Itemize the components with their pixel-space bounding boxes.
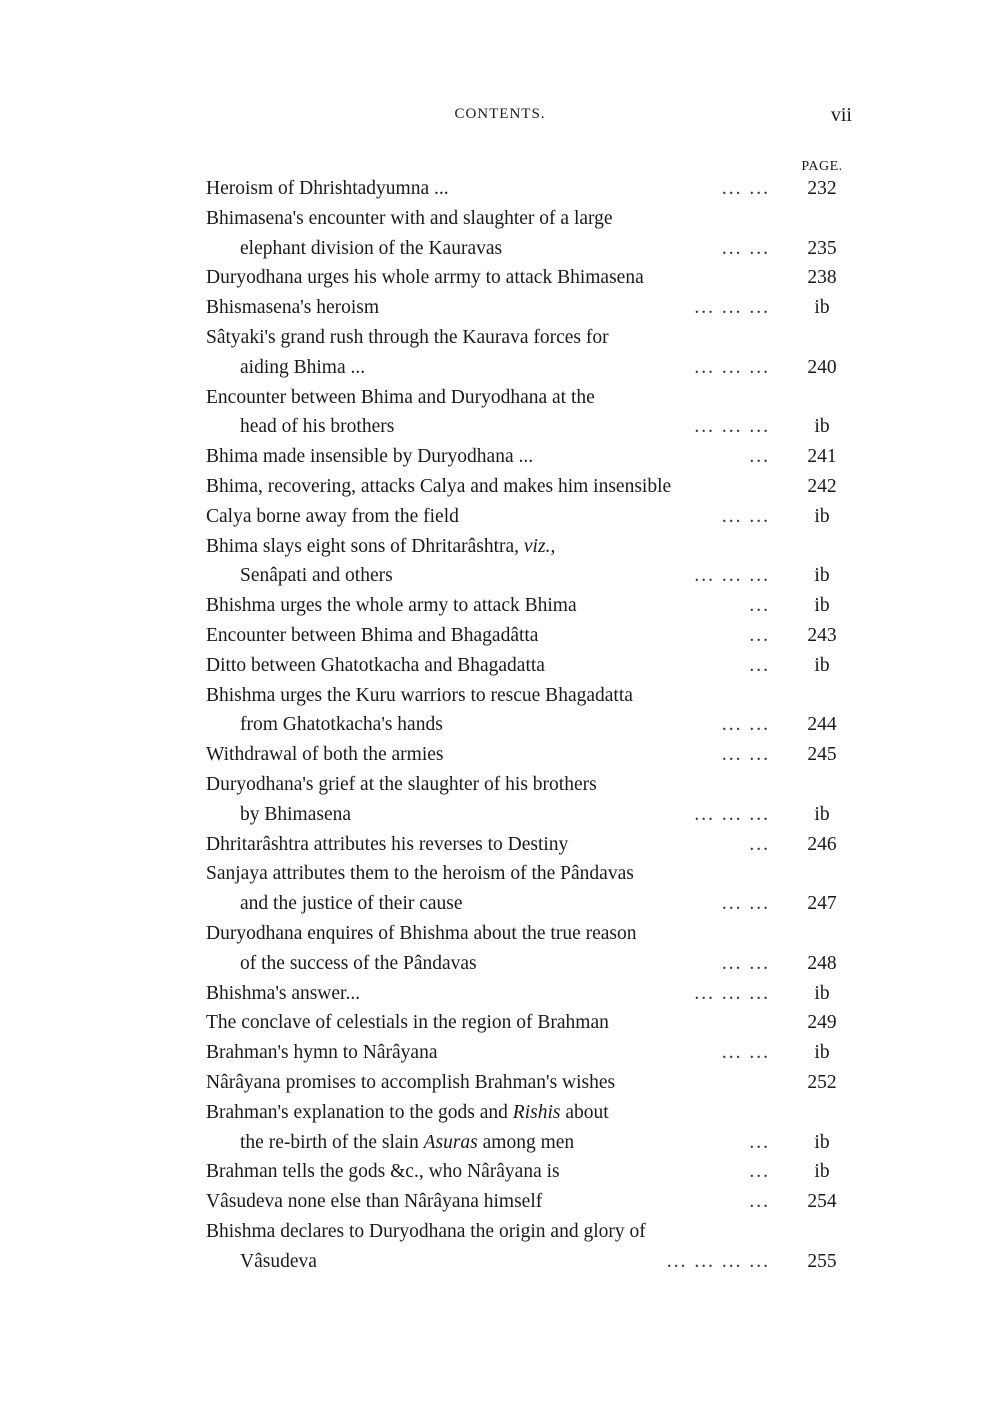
toc-leader-dots: ... xyxy=(749,446,770,468)
toc-leader-dots: ... ... xyxy=(721,178,770,199)
toc-page-ref: 242 xyxy=(807,475,837,497)
toc-leader-dots: ... ... xyxy=(721,893,770,915)
toc-entry-text: Calya borne away from the field xyxy=(206,505,459,527)
toc-line xyxy=(0,651,1000,681)
toc-entry-text: by Bhimasena xyxy=(240,803,352,825)
toc-page-ref: 245 xyxy=(807,744,837,766)
toc-page-ref: ib xyxy=(814,1131,830,1153)
toc-line xyxy=(0,710,1000,740)
toc-page-ref: 255 xyxy=(807,1250,837,1272)
toc-entry-text: Bhishma declares to Duryodhana the origin and glory of xyxy=(206,1220,646,1242)
table-of-contents xyxy=(0,174,1000,1276)
toc-leader-dots: ... ... ... xyxy=(694,416,770,438)
toc-entry-text: Brahman tells the gods &c., who Nârâyana is xyxy=(206,1161,560,1183)
toc-page-ref: 249 xyxy=(807,1012,837,1034)
toc-page-ref: 244 xyxy=(807,714,837,736)
toc-entry-text: Dhritarâshtra attributes his reverses to Destiny xyxy=(206,833,569,855)
toc-leader-dots: ... ... ... xyxy=(694,297,770,319)
toc-line xyxy=(0,502,1000,532)
toc-line xyxy=(0,293,1000,323)
toc-line xyxy=(0,353,1000,383)
toc-entry-text: of the success of the Pândavas xyxy=(240,952,477,974)
toc-entry-text: head of his brothers xyxy=(240,416,395,438)
toc-entry-italic: viz., xyxy=(523,535,556,557)
toc-entry-text: Encounter between Bhima and Bhagadâtta xyxy=(206,624,539,646)
toc-page-ref: ib xyxy=(814,982,830,1004)
toc-leader-dots: ... ... xyxy=(721,714,770,736)
toc-line xyxy=(0,532,1000,562)
toc-entry-text: Duryodhana urges his whole arrmy to attack Bhimasena xyxy=(206,267,644,289)
toc-entry-text: Duryodhana's grief at the slaughter of his brothers xyxy=(206,773,597,795)
toc-page-ref: 246 xyxy=(807,833,837,855)
toc-entry-text: aiding Bhima ... xyxy=(240,356,366,378)
toc-leader-dots: ... xyxy=(749,833,770,855)
toc-leader-dots: ... ... xyxy=(721,237,770,259)
toc-leader-dots: ... xyxy=(749,595,770,617)
toc-leader-dots: ... ... xyxy=(721,505,770,527)
toc-line xyxy=(0,830,1000,860)
toc-entry-text: Bhimasena's encounter with and slaughter of a large xyxy=(206,207,613,229)
toc-page-ref: 252 xyxy=(807,1071,837,1093)
toc-line xyxy=(0,1008,1000,1038)
toc-page-ref: ib xyxy=(814,595,830,617)
toc-entry-text: Sanjaya attributes them to the heroism of the Pândavas xyxy=(206,863,634,885)
toc-leader-dots: ... xyxy=(749,624,770,646)
toc-leader-dots: ... ... ... xyxy=(694,565,770,587)
toc-line xyxy=(0,472,1000,502)
toc-line xyxy=(0,174,1000,204)
toc-entry-text: Senâpati and others xyxy=(240,565,393,587)
toc-line xyxy=(0,740,1000,770)
toc-entry-text: Bhima slays eight sons of Dhritarâshtra, viz., xyxy=(206,535,556,557)
toc-entry-text: Bhishma urges the Kuru warriors to rescue Bhagadatta xyxy=(206,684,633,706)
toc-entry-text: and the justice of their cause xyxy=(240,893,463,915)
toc-entry-text: the re-birth of the slain Asuras among men xyxy=(240,1131,575,1153)
toc-page-ref: 240 xyxy=(807,356,837,378)
toc-page-ref: ib xyxy=(814,1042,830,1064)
toc-line xyxy=(0,1068,1000,1098)
toc-leader-dots: ... ... ... xyxy=(694,982,770,1004)
toc-entry-text: from Ghatotkacha's hands xyxy=(240,714,443,736)
toc-line xyxy=(0,263,1000,293)
toc-line xyxy=(0,889,1000,919)
toc-line xyxy=(0,412,1000,442)
toc-line xyxy=(0,859,1000,889)
toc-entry-text: Nârâyana promises to accomplish Brahman's wishes xyxy=(206,1071,616,1093)
toc-page-ref: 248 xyxy=(807,952,837,974)
toc-line xyxy=(0,919,1000,949)
running-header-title: CONTENTS. xyxy=(454,106,546,122)
toc-line xyxy=(0,383,1000,413)
toc-line xyxy=(0,949,1000,979)
toc-entry-text: The conclave of celestials in the region of Brahman xyxy=(206,1012,609,1034)
toc-line xyxy=(0,1098,1000,1128)
toc-page-ref: ib xyxy=(814,297,830,319)
toc-leader-dots: ... ... xyxy=(721,952,770,974)
toc-line xyxy=(0,323,1000,353)
toc-leader-dots: ... ... xyxy=(721,1042,770,1064)
toc-line xyxy=(0,1128,1000,1158)
toc-entry-text: Bhishma's answer... xyxy=(206,982,361,1004)
toc-entry-text: Bhima, recovering, attacks Calya and makes him insensible xyxy=(206,475,672,497)
toc-page-ref: ib xyxy=(814,1161,830,1183)
toc-entry-text: Bhima made insensible by Duryodhana ... xyxy=(206,446,534,468)
toc-page-ref: ib xyxy=(814,803,830,825)
toc-line xyxy=(0,621,1000,651)
toc-line xyxy=(0,561,1000,591)
toc-line xyxy=(0,591,1000,621)
toc-leader-dots: ... xyxy=(749,654,770,676)
toc-line xyxy=(0,204,1000,234)
toc-leader-dots: ... ... ... ... xyxy=(666,1250,770,1272)
toc-line xyxy=(0,442,1000,472)
toc-line xyxy=(0,979,1000,1009)
toc-line xyxy=(0,1217,1000,1247)
toc-entry-text: Bhismasena's heroism xyxy=(206,297,380,319)
toc-page-ref: 254 xyxy=(807,1191,837,1213)
toc-entry-text: Vâsudeva none else than Nârâyana himself xyxy=(206,1191,543,1213)
toc-page-ref: ib xyxy=(814,654,830,676)
toc-leader-dots: ... ... ... xyxy=(694,356,770,378)
toc-page-ref: 232 xyxy=(807,178,837,199)
toc-entry-text: Vâsudeva xyxy=(240,1250,317,1272)
toc-entry-text: Sâtyaki's grand rush through the Kaurava forces for xyxy=(206,326,609,348)
toc-entry-text: elephant division of the Kauravas xyxy=(240,237,503,259)
toc-page-ref: ib xyxy=(814,505,830,527)
toc-leader-dots: ... xyxy=(749,1131,770,1153)
toc-entry-text: Brahman's explanation to the gods and Rishis about xyxy=(206,1101,609,1123)
toc-line xyxy=(0,681,1000,711)
toc-entry-text: Withdrawal of both the armies xyxy=(206,744,444,766)
toc-line xyxy=(0,770,1000,800)
toc-entry-text: Ditto between Ghatotkacha and Bhagadatta xyxy=(206,654,545,676)
toc-page-ref: ib xyxy=(814,565,830,587)
toc-entry-text: Duryodhana enquires of Bhishma about the true reason xyxy=(206,922,637,944)
toc-entry-text: Bhishma urges the whole army to attack Bhima xyxy=(206,595,577,617)
toc-line xyxy=(0,800,1000,830)
toc-page-ref: ib xyxy=(814,416,830,438)
toc-entry-italic: Asuras xyxy=(423,1131,478,1153)
toc-line xyxy=(0,1187,1000,1217)
page-column-label: PAGE. xyxy=(801,159,843,174)
toc-line xyxy=(0,234,1000,264)
toc-page-ref: 241 xyxy=(807,446,837,468)
toc-entry-text: Heroism of Dhrishtadyumna ... xyxy=(206,178,449,199)
page-number: vii xyxy=(830,104,852,126)
toc-line xyxy=(0,1038,1000,1068)
toc-entry-italic: Rishis xyxy=(512,1101,561,1123)
toc-leader-dots: ... xyxy=(749,1191,770,1213)
toc-page-ref: 247 xyxy=(807,893,837,915)
toc-page-ref: 238 xyxy=(807,267,837,289)
toc-entry-text: Brahman's hymn to Nârâyana xyxy=(206,1042,438,1064)
toc-page-ref: 235 xyxy=(807,237,837,259)
toc-page-ref: 243 xyxy=(807,624,837,646)
toc-line xyxy=(0,1157,1000,1187)
toc-leader-dots: ... xyxy=(749,1161,770,1183)
toc-leader-dots: ... ... ... xyxy=(694,803,770,825)
toc-line xyxy=(0,1247,1000,1277)
toc-leader-dots: ... ... xyxy=(721,744,770,766)
toc-entry-text: Encounter between Bhima and Duryodhana at the xyxy=(206,386,595,408)
